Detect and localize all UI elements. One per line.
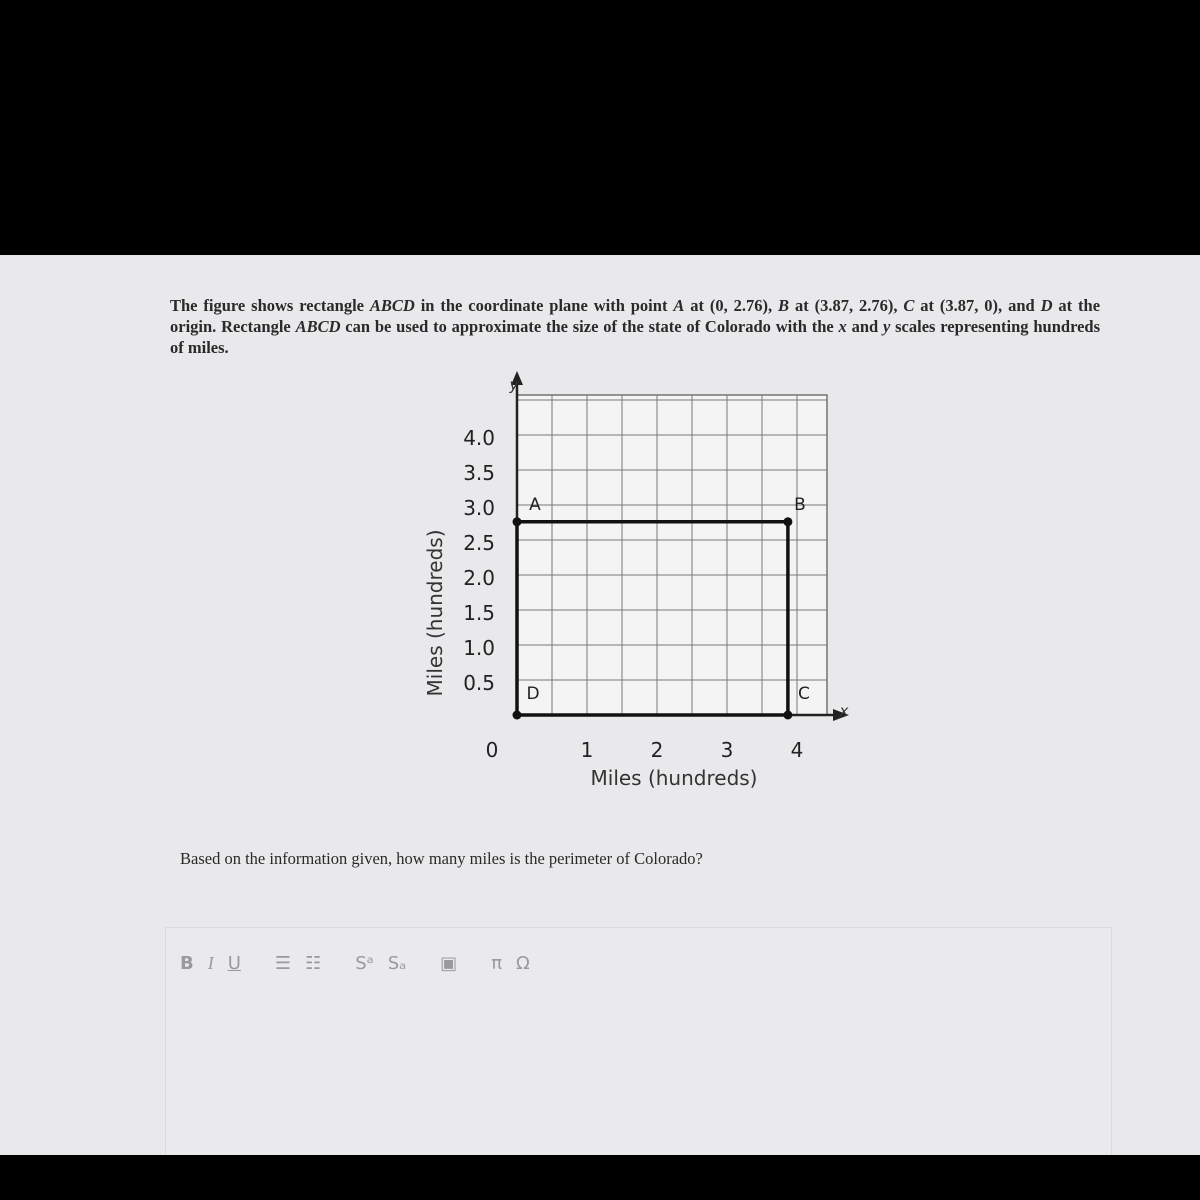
image-icon[interactable]: ▣ xyxy=(440,952,458,974)
y-tick-label: 1.0 xyxy=(463,636,495,660)
superscript-button[interactable]: Sᵃ xyxy=(355,952,374,974)
italic-button[interactable]: I xyxy=(207,952,214,973)
rectangle-plot xyxy=(400,365,880,795)
y-tick-label: 3.5 xyxy=(463,461,495,485)
point-label-a: A xyxy=(529,494,541,515)
coordinate-figure xyxy=(400,365,880,795)
point-label-b: B xyxy=(794,494,806,515)
y-tick-label: 1.5 xyxy=(463,601,495,625)
y-tick-label: 3.0 xyxy=(463,496,495,520)
numbered-list-icon[interactable]: ☷ xyxy=(305,952,322,974)
question-text: Based on the information given, how many miles is the perimeter of Colorado? xyxy=(180,849,703,868)
bold-button[interactable]: B xyxy=(180,952,194,974)
point-b xyxy=(783,517,792,526)
answer-editor[interactable] xyxy=(165,927,1112,1155)
x-tick-label: 4 xyxy=(790,738,804,762)
y-tick-label: 0.5 xyxy=(463,671,495,695)
point-label-d: D xyxy=(526,684,540,704)
grid-background xyxy=(517,395,827,715)
grid-lines xyxy=(517,395,827,715)
special-character-omega-icon[interactable]: Ω xyxy=(516,952,530,974)
point-a xyxy=(513,517,522,526)
x-tick-label: 0 xyxy=(485,738,499,762)
subscript-button[interactable]: Sₐ xyxy=(387,952,407,974)
math-pi-icon[interactable]: π xyxy=(491,952,503,974)
x-tick-label: 2 xyxy=(650,738,664,762)
point-d xyxy=(513,711,522,720)
y-tick-label: 4.0 xyxy=(463,426,495,450)
underline-button[interactable]: U xyxy=(227,952,241,974)
y-axis-name: y xyxy=(509,376,519,394)
point-c xyxy=(783,711,792,720)
bulleted-list-icon[interactable]: ☰ xyxy=(274,952,292,974)
x-tick-label: 1 xyxy=(580,738,594,762)
y-axis-title: Miles (hundreds) xyxy=(423,529,447,697)
y-tick-label: 2.5 xyxy=(463,531,495,555)
problem-statement: The figure shows rectangle ABCD in the coordinate plane with point A at (0, 2.76), B at (3.87, 2.76), C at (3.87, 0), and D at the origin. Rectangle ABCD can be used to approximate the size of the state of Colorado with the x and y scales representing hundreds of miles. xyxy=(170,296,1101,357)
x-tick-label: 3 xyxy=(720,738,734,762)
point-label-c: C xyxy=(797,684,810,704)
x-axis-name: x xyxy=(839,702,849,720)
y-tick-label: 2.0 xyxy=(463,566,495,590)
question-screen xyxy=(0,255,1200,1155)
x-axis-title: Miles (hundreds) xyxy=(590,766,758,790)
editor-toolbar xyxy=(180,948,544,978)
